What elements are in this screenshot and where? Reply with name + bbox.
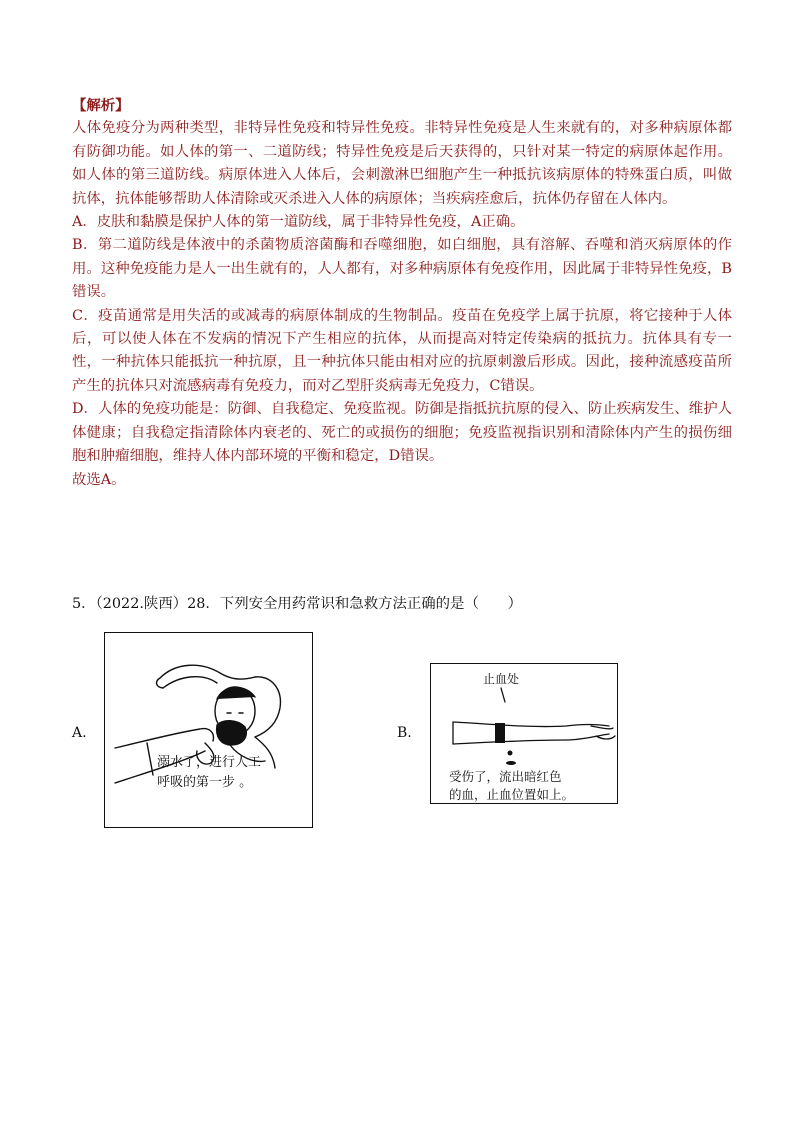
figure-b-stop-label: 止血处: [483, 672, 520, 686]
option-b-label: B.: [397, 725, 412, 741]
figure-a-caption: [157, 753, 307, 793]
figure-b-caption-line2: 的血，止血位置如上。: [449, 787, 575, 802]
analysis-intro: 人体免疫分为两种类型，非特异性免疫和特异性免疫。非特异性免疫是人生来就有的，对多种病原体都有防御功能。如人体的第一、二道防线；特异性免疫是后天获得的，只针对某一特定的病原体起作用。如人体的第三道防线。病原体进入人体后，会刺激淋巴细胞产生一种抵抗该病原体的特殊蛋白质，叫做抗体，抗体能够帮助人体清除或灭杀进入人体的病原体；当疾病痊愈后，抗体仍存留在人体内。: [72, 120, 732, 207]
option-a-label: A.: [72, 725, 87, 741]
question-stem: 5．（2022.陕西）28．下列安全用药常识和急救方法正确的是（ ）: [72, 596, 523, 612]
analysis-option-c: C．疫苗通常是用失活的或减毒的病原体制成的生物制品。疫苗在免疫学上属于抗原，将它接种于人体后，可以使人体在不发病的情况下产生相应的抗体，从而提高对特定传染病的抵抗力。抗体具有专一性，一种抗体只能抵抗一种抗原，且一种抗体只能由相对应的抗原刺激后形成。因此，接种流感疫苗所产生的抗体只对流感病毒有免疫力，而对乙型肝炎病毒无免疫力，C错误。: [72, 307, 732, 394]
blood-pool-icon: [506, 761, 516, 765]
analysis-option-b: B．第二道防线是体液中的杀菌物质溶菌酶和吞噬细胞，如白细胞，具有溶解、吞噬和消灭病原体的作用。这种免疫能力是人一出生就有的，人人都有，对多种病原体有免疫作用，因此属于非特异性免疫，B错误。: [72, 237, 732, 301]
figure-b-bleeding: [430, 663, 618, 804]
analysis-section: [72, 94, 732, 492]
figure-a-caption-line1: 溺水了，进行人工: [157, 755, 262, 770]
figure-b-caption: [449, 768, 614, 804]
figure-a-rescue-breathing: [104, 632, 313, 828]
analysis-heading: 【解析】: [72, 97, 130, 114]
analysis-option-a: A．皮肤和黏膜是保护人体的第一道防线，属于非特异性免疫，A正确。: [72, 214, 525, 231]
rescue-breathing-illustration: [105, 633, 314, 829]
bandage-band: [495, 723, 505, 743]
figure-a-caption-line2: 呼吸的第一步 。: [157, 775, 253, 790]
analysis-option-d: D．人体的免疫功能是：防御、自我稳定、免疫监视。防御是指抵抗抗原的侵入、防止疾病发生、维护人体健康；自我稳定指清除体内衰老的、死亡的或损伤的细胞；免疫监视指识别和清除体内产生的损伤细胞和肿瘤细胞，维持人体内部环境的平衡和稳定，D错误。: [72, 401, 732, 465]
figure-b-caption-line1: 受伤了，流出暗红色: [449, 769, 562, 784]
analysis-answer: 故选A。: [72, 471, 126, 488]
blood-drop-icon: [508, 751, 513, 756]
